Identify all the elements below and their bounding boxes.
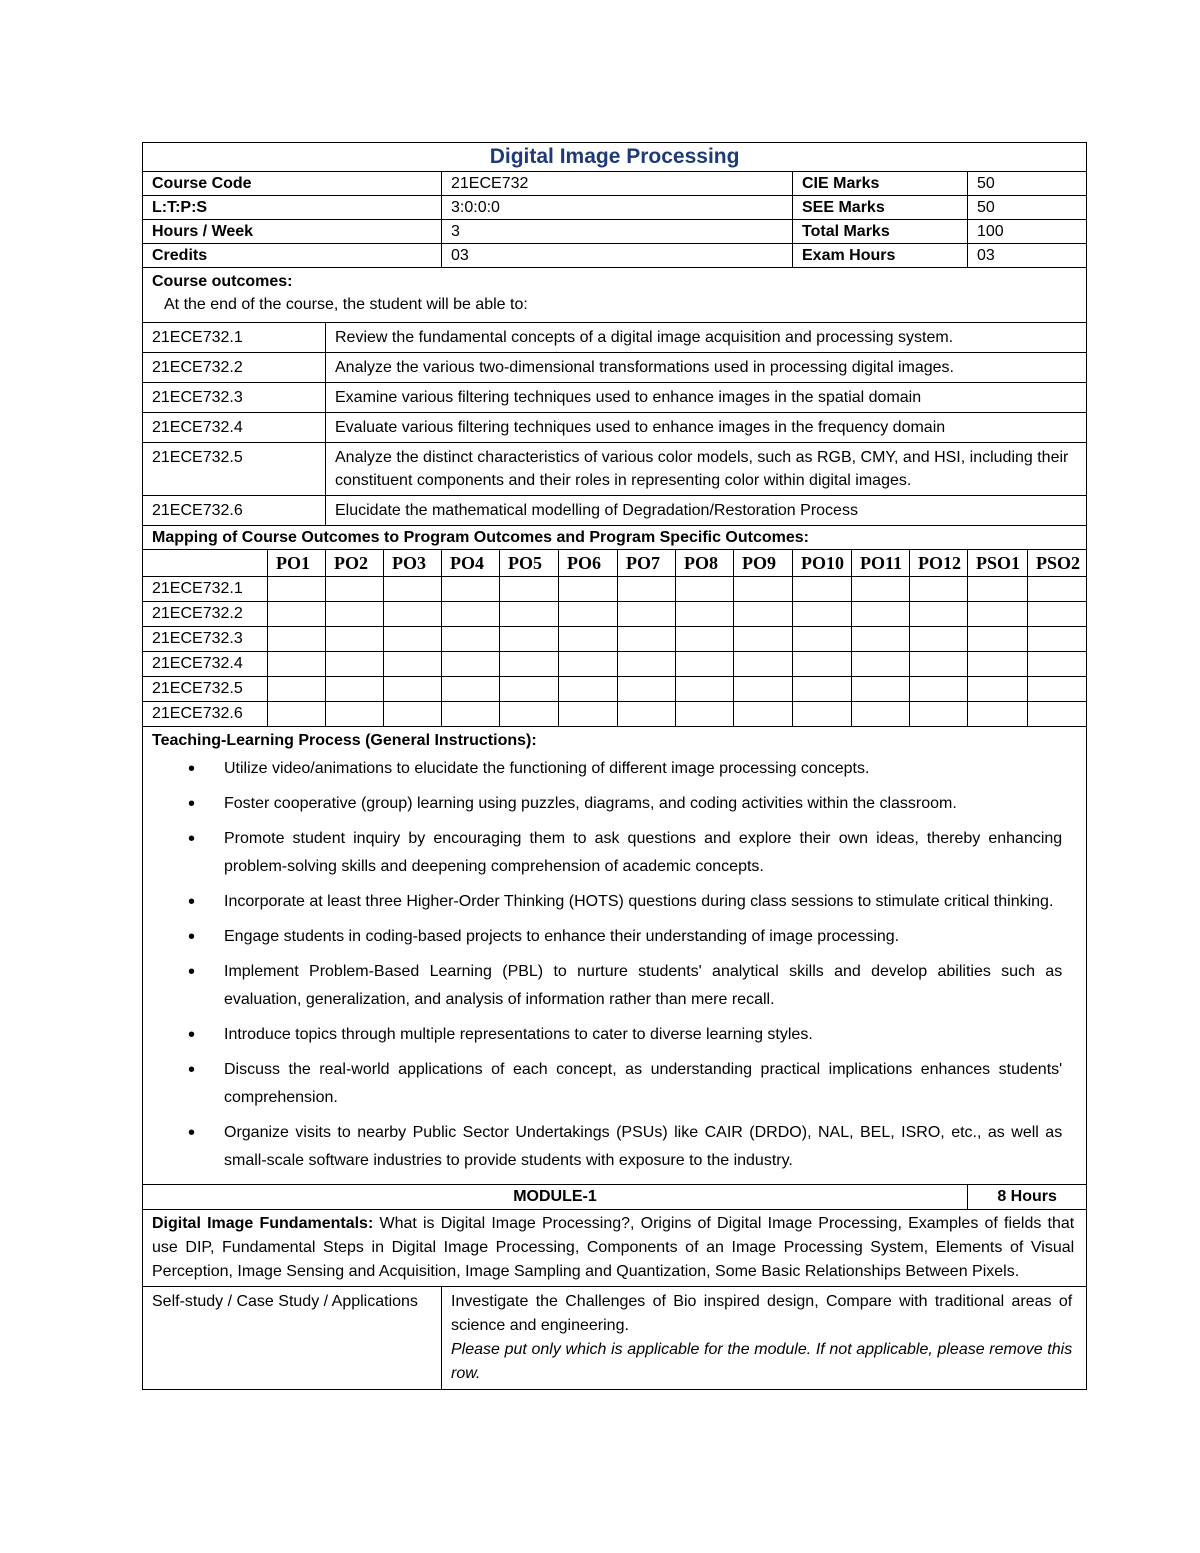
info-value: 21ECE732 xyxy=(442,172,793,196)
outcome-text: Analyze the various two-dimensional transformations used in processing digital images. xyxy=(326,353,1087,383)
info-label: Course Code xyxy=(143,172,442,196)
mapping-row xyxy=(143,702,1087,727)
teaching-item: • Discuss the real-world applications of each concept, as understanding practical implications enhances students' comprehension. xyxy=(152,1056,1062,1112)
module-topic-label: Digital Image Fundamentals: xyxy=(152,1215,374,1232)
outcome-text: Analyze the distinct characteristics of various color models, such as RGB, CMY, and HSI, including their constituent components and their roles in representing color within digital images. xyxy=(326,443,1087,496)
mapping-row-code: 21ECE732.2 xyxy=(143,602,268,627)
info-label: L:T:P:S xyxy=(143,196,442,220)
info-value: 50 xyxy=(968,172,1087,196)
outcome-row xyxy=(143,496,1087,526)
module-topic-text: What is Digital Image Processing?, Origins of Digital Image Processing, Examples of fields that use DIP, Fundamental Steps in Digital Image Processing, Components of an Image Processing System, Elements of Visual Perception, Image Sensing and Acquisition, Image Sampling and Quantization, Some Basic Relationships Between Pixels. xyxy=(152,1215,1075,1280)
outcome-code: 21ECE732.5 xyxy=(143,443,326,496)
po-header: PO10 xyxy=(793,550,852,577)
mapping-row-code: 21ECE732.5 xyxy=(143,677,268,702)
teaching-item: • Engage students in coding-based projects to enhance their understanding of image processing. xyxy=(152,923,1062,951)
teaching-learning-section xyxy=(143,727,1087,1185)
outcome-code: 21ECE732.2 xyxy=(143,353,326,383)
teaching-item: • Introduce topics through multiple representations to cater to diverse learning styles. xyxy=(152,1021,1062,1049)
mapping-row-code: 21ECE732.6 xyxy=(143,702,268,727)
module-title: MODULE-1 xyxy=(143,1185,968,1210)
po-header: PO8 xyxy=(676,550,734,577)
outcome-row xyxy=(143,443,1087,496)
outcome-code: 21ECE732.4 xyxy=(143,413,326,443)
outcome-row xyxy=(143,383,1087,413)
po-header: PO11 xyxy=(852,550,910,577)
self-study-label: Self-study / Case Study / Applications xyxy=(143,1287,442,1390)
po-header: PO7 xyxy=(618,550,676,577)
po-header: PO1 xyxy=(268,550,326,577)
outcome-code: 21ECE732.1 xyxy=(143,323,326,353)
mapping-row xyxy=(143,602,1087,627)
info-value: 3:0:0:0 xyxy=(442,196,793,220)
info-label: Total Marks xyxy=(793,220,968,244)
module-header-row xyxy=(143,1185,1087,1210)
mapping-row xyxy=(143,652,1087,677)
self-study-row xyxy=(143,1287,1087,1390)
mapping-row xyxy=(143,577,1087,602)
course-title: Digital Image Processing xyxy=(143,143,1087,172)
course-outcomes-header xyxy=(143,268,1087,323)
po-header: PO9 xyxy=(734,550,793,577)
info-label: Hours / Week xyxy=(143,220,442,244)
outcome-text: Elucidate the mathematical modelling of Degradation/Restoration Process xyxy=(326,496,1087,526)
course-table xyxy=(142,142,1087,1390)
info-row xyxy=(143,244,1087,268)
info-value: 50 xyxy=(968,196,1087,220)
outcome-text: Review the fundamental concepts of a digital image acquisition and processing system. xyxy=(326,323,1087,353)
po-header: PO4 xyxy=(442,550,500,577)
info-value: 100 xyxy=(968,220,1087,244)
self-study-text: Investigate the Challenges of Bio inspired design, Compare with traditional areas of science and engineering. xyxy=(451,1293,1073,1334)
info-row xyxy=(143,172,1087,196)
teaching-item: • Incorporate at least three Higher-Order Thinking (HOTS) questions during class sessions to stimulate critical thinking. xyxy=(152,888,1062,916)
info-label: Exam Hours xyxy=(793,244,968,268)
mapping-row xyxy=(143,677,1087,702)
mapping-heading: Mapping of Course Outcomes to Program Outcomes and Program Specific Outcomes: xyxy=(143,526,1087,550)
info-value: 3 xyxy=(442,220,793,244)
self-study-content xyxy=(442,1287,1087,1390)
mapping-row xyxy=(143,627,1087,652)
pso-header: PSO1 xyxy=(968,550,1028,577)
teaching-item: • Utilize video/animations to elucidate the functioning of different image processing concepts. xyxy=(152,755,1062,783)
module-hours: 8 Hours xyxy=(968,1185,1087,1210)
pso-header: PSO2 xyxy=(1028,550,1087,577)
mapping-row-code: 21ECE732.1 xyxy=(143,577,268,602)
outcome-row xyxy=(143,323,1087,353)
info-label: CIE Marks xyxy=(793,172,968,196)
module-content xyxy=(143,1210,1087,1287)
mapping-row-code: 21ECE732.3 xyxy=(143,627,268,652)
po-header: PO12 xyxy=(910,550,968,577)
po-header: PO5 xyxy=(500,550,559,577)
teaching-list xyxy=(152,755,1062,1175)
teaching-item: • Promote student inquiry by encouraging them to ask questions and explore their own ideas, thereby enhancing problem-solving skills and deepening comprehension of academic concepts. xyxy=(152,825,1062,881)
outcome-row xyxy=(143,413,1087,443)
outcome-text: Examine various filtering techniques used to enhance images in the spatial domain xyxy=(326,383,1087,413)
outcome-row xyxy=(143,353,1087,383)
teaching-heading: Teaching-Learning Process (General Instructions): xyxy=(152,732,537,749)
teaching-item: • Implement Problem-Based Learning (PBL) to nurture students' analytical skills and develop abilities such as evaluation, generalization, and analysis of information rather than mere recall. xyxy=(152,958,1062,1014)
outcome-code: 21ECE732.3 xyxy=(143,383,326,413)
po-header: PO2 xyxy=(326,550,384,577)
mapping-header-row xyxy=(143,550,1087,577)
teaching-item: • Foster cooperative (group) learning using puzzles, diagrams, and coding activities within the classroom. xyxy=(152,790,1062,818)
outcome-text: Evaluate various filtering techniques used to enhance images in the frequency domain xyxy=(326,413,1087,443)
info-row xyxy=(143,220,1087,244)
mapping-row-code: 21ECE732.4 xyxy=(143,652,268,677)
syllabus-page xyxy=(142,142,1086,1390)
self-study-note: Please put only which is applicable for the module. If not applicable, please remove this row. xyxy=(451,1341,1073,1382)
info-row xyxy=(143,196,1087,220)
outcome-code: 21ECE732.6 xyxy=(143,496,326,526)
info-label: Credits xyxy=(143,244,442,268)
info-value: 03 xyxy=(442,244,793,268)
po-header: PO6 xyxy=(559,550,618,577)
po-header: PO3 xyxy=(384,550,442,577)
mapping-corner-cell xyxy=(143,550,268,577)
info-label: SEE Marks xyxy=(793,196,968,220)
teaching-item: • Organize visits to nearby Public Sector Undertakings (PSUs) like CAIR (DRDO), NAL, BEL, ISRO, etc., as well as small-scale software industries to provide students with exposure to the industry. xyxy=(152,1119,1062,1175)
course-outcomes-intro: At the end of the course, the student will be able to: xyxy=(164,296,528,313)
info-value: 03 xyxy=(968,244,1087,268)
course-outcomes-heading: Course outcomes: xyxy=(152,273,293,290)
